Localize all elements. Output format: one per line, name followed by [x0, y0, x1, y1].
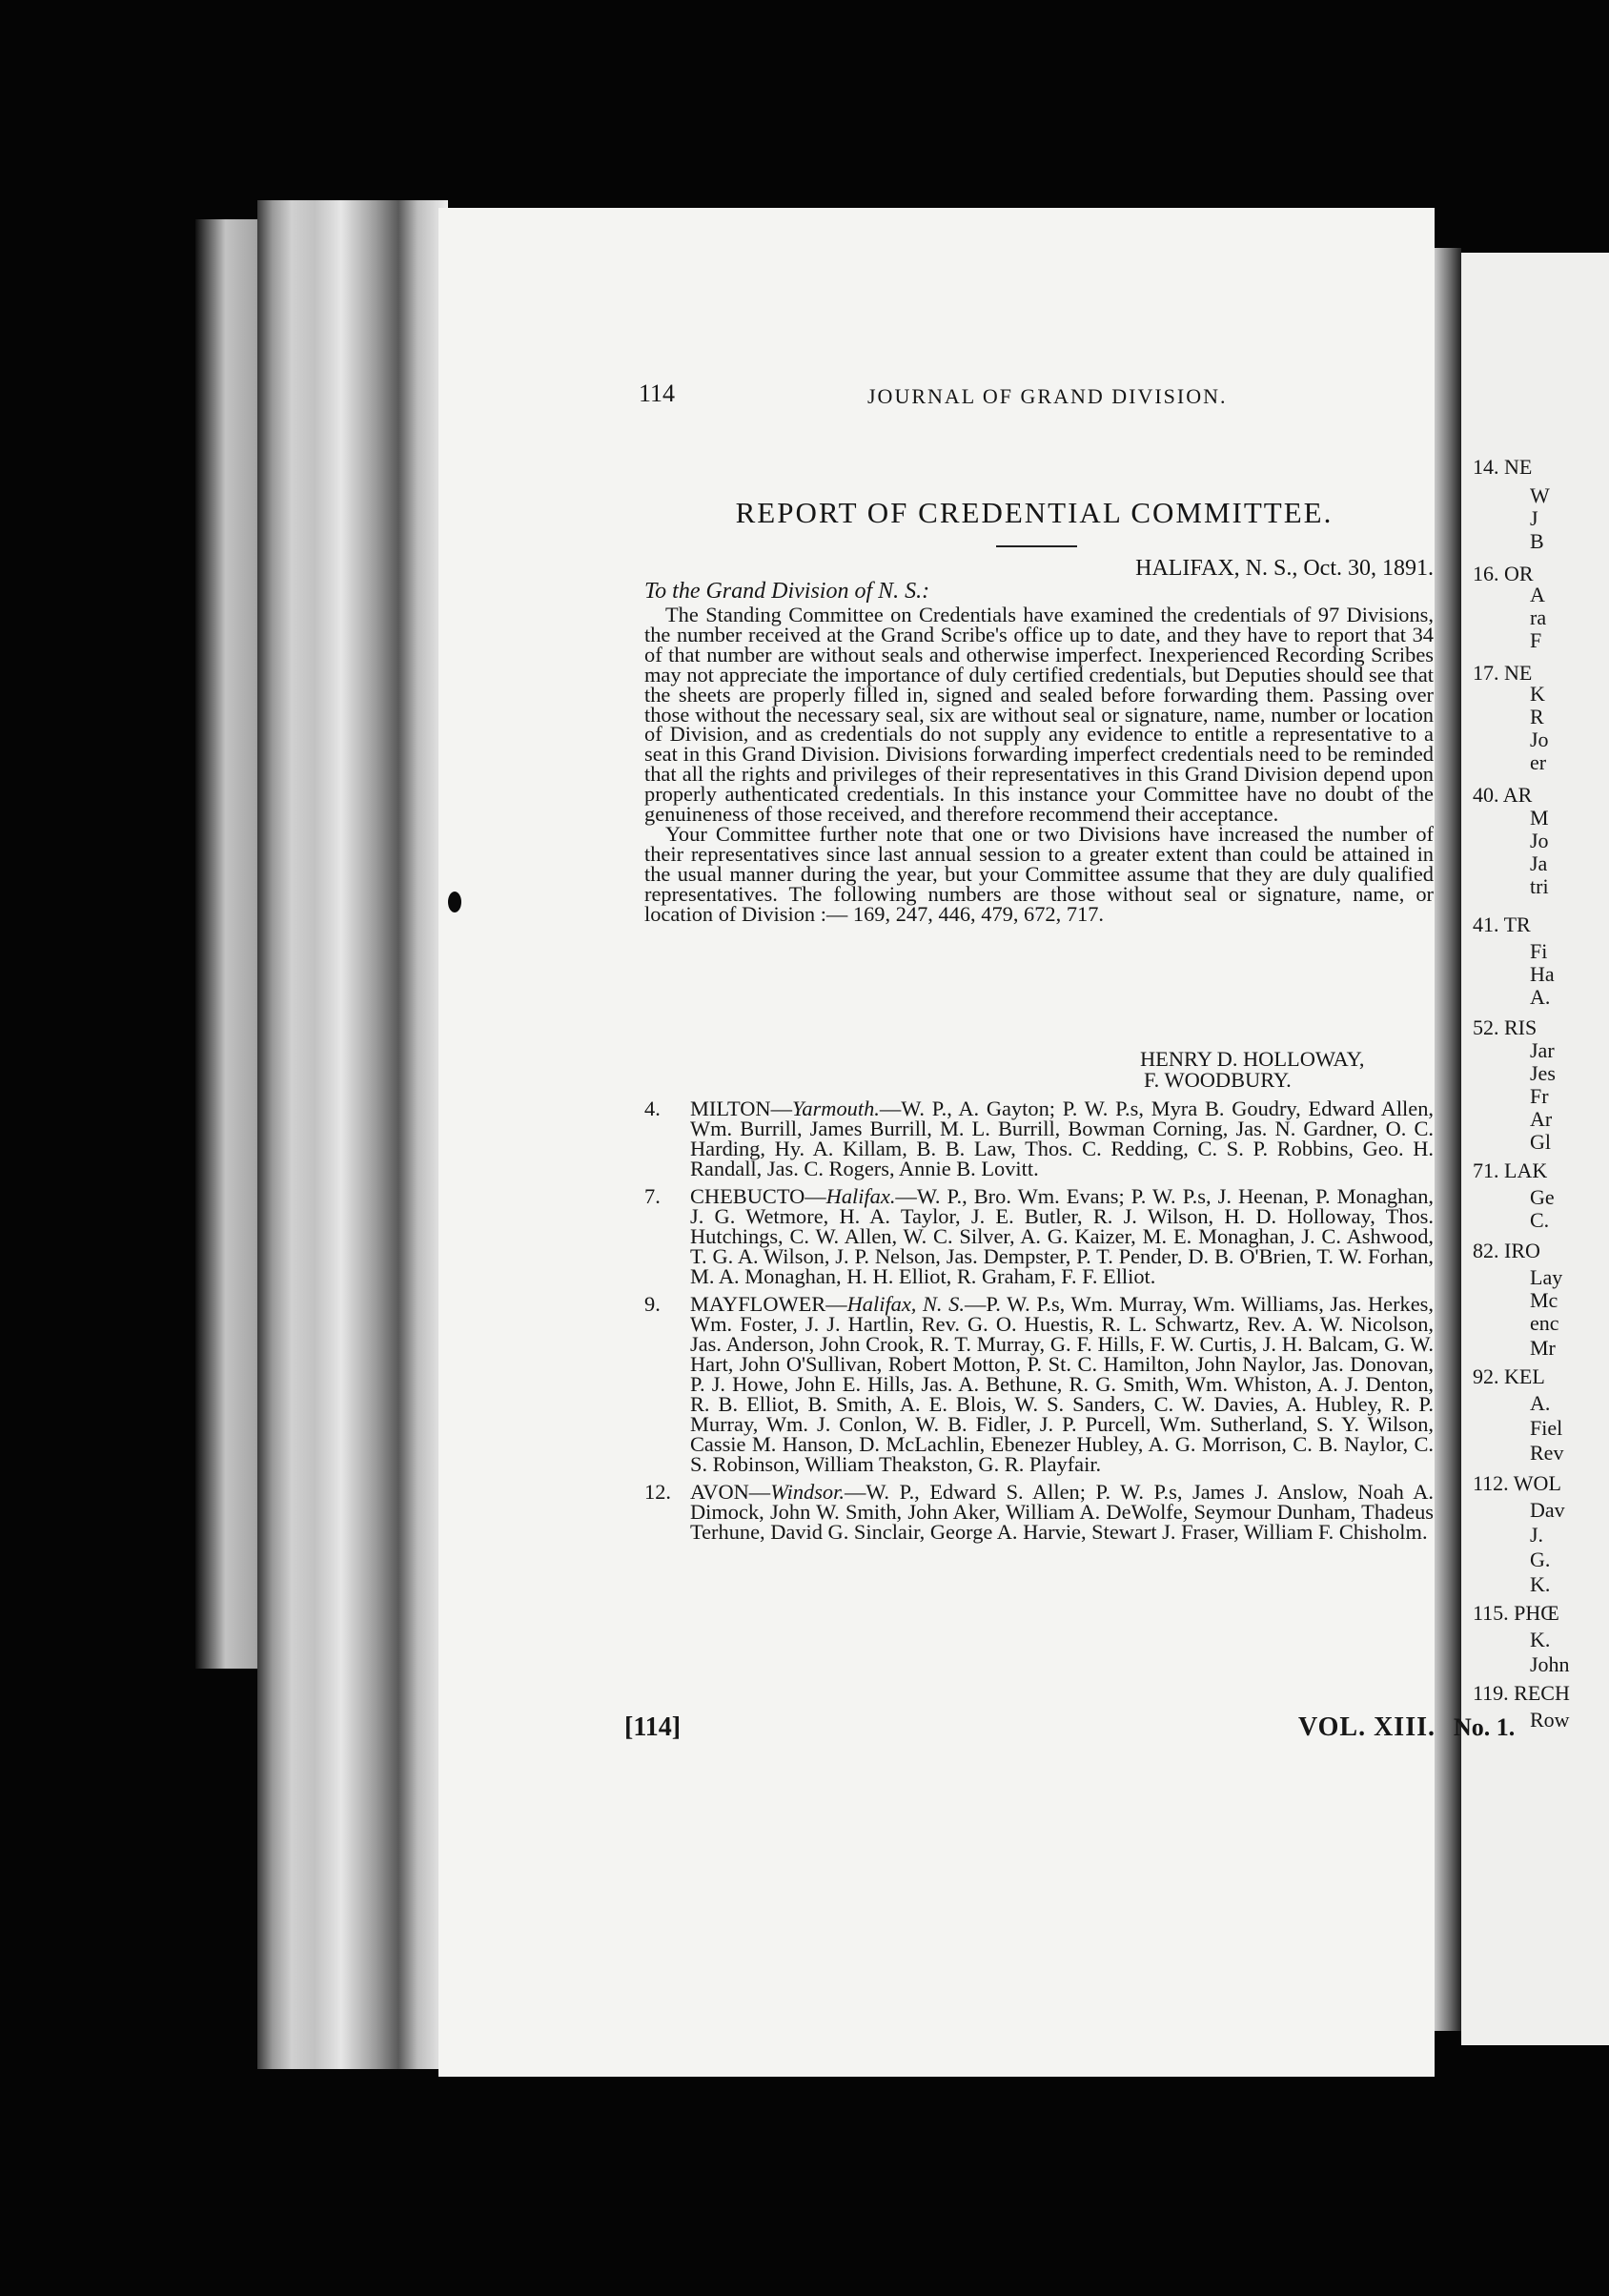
- facing-page-fragment: Rev: [1530, 1441, 1564, 1465]
- title-rule: [996, 545, 1077, 547]
- salutation: To the Grand Division of N. S.:: [644, 579, 930, 604]
- division-entry: [644, 1186, 1434, 1286]
- facing-page-fragment: Row: [1530, 1708, 1570, 1732]
- report-paragraph: The Standing Committee on Credentials have examined the credentials of 97 Divisions, the number received at the Grand Scribe's office up to date, and they have to report that 34 of that number are without seals and otherwise imperfect. Inexperienced Recording Scribes may not appreciate the importance of duly certified credentials, but Deputies should see that the sheets are properly filled in, signed and sealed before forwarding them. Passing over those without the necessary seal, six are without seal or signature, name, number or location of Division, and as credentials do not supply any evidence to entitle a representative to a seat in this Grand Division. Divisions forwarding imperfect credentials need to be reminded that all the rights and privileges of their representatives in this Grand Division depend upon properly authenticated credentials. In this instance your Committee have no doubt of the genuineness of those received, and therefore recommend their acceptance.: [644, 603, 1434, 827]
- signer: F. WOODBURY.: [1144, 1068, 1292, 1092]
- report-title: REPORT OF CREDENTIAL COMMITTEE.: [735, 496, 1334, 529]
- running-title: JOURNAL OF GRAND DIVISION.: [867, 384, 1228, 408]
- facing-page-fragment: Ar: [1530, 1107, 1553, 1131]
- facing-page-fragment: 82. IRO: [1473, 1239, 1540, 1262]
- facing-page-fragment: J: [1530, 506, 1538, 530]
- division-name: AVON—: [690, 1480, 771, 1504]
- dateline: HALIFAX, N. S., Oct. 30, 1891.: [1135, 556, 1434, 581]
- footer-page-ref: [114]: [624, 1712, 682, 1742]
- facing-page-fragment: M: [1530, 806, 1549, 830]
- facing-page-fragment: K: [1530, 682, 1545, 706]
- facing-page-fragment: Gl: [1530, 1130, 1551, 1154]
- facing-page-fragment: No. 1.: [1454, 1713, 1516, 1741]
- division-entries: [644, 1098, 1434, 1549]
- facing-page-fragment: Fiel: [1530, 1416, 1563, 1440]
- facing-page-fragment: Mc: [1530, 1288, 1558, 1312]
- division-entry: [644, 1294, 1434, 1474]
- facing-page-fragment: tri: [1530, 874, 1549, 898]
- facing-page-fragment: 92. KEL: [1473, 1364, 1545, 1388]
- division-entry: [644, 1098, 1434, 1179]
- division-number: 12.: [644, 1480, 671, 1504]
- facing-page-fragment: 17. NE: [1473, 661, 1533, 685]
- report-paragraph: Your Committee further note that one or two Divisions have increased the number of their representatives since last annual session to a greater extent than could be attained in the usual manner during the year, but your Committee assume that they are duly qualified representatives. The following numbers are those without seal or signature, name, or location of Division :— 169, 247, 446, 479, 672, 717.: [644, 821, 1434, 926]
- facing-page-fragment: ra: [1530, 605, 1547, 629]
- facing-page-fragment: 14. NE: [1473, 455, 1533, 479]
- facing-page-fragment: enc: [1530, 1311, 1559, 1335]
- signatories: [1140, 1049, 1365, 1091]
- facing-page-fragment: K.: [1530, 1628, 1551, 1651]
- facing-page-fragment: A: [1530, 583, 1545, 606]
- facing-page-fragment: Jar: [1530, 1038, 1555, 1062]
- facing-page-fragment: W: [1530, 483, 1550, 507]
- facing-page-fragment: B: [1530, 529, 1544, 553]
- division-number: 9.: [644, 1292, 661, 1316]
- facing-page-fragment: A.: [1530, 985, 1551, 1009]
- division-name: MILTON—: [690, 1097, 792, 1120]
- division-number: 7.: [644, 1184, 661, 1208]
- facing-page-fragment: er: [1530, 750, 1547, 774]
- facing-page-fragment: Ge: [1530, 1185, 1555, 1209]
- facing-page-fragment: 52. RIS: [1473, 1015, 1538, 1039]
- division-name: MAYFLOWER—: [690, 1292, 847, 1316]
- facing-page-fragment: A.: [1530, 1391, 1551, 1415]
- facing-page-fragment: J.: [1530, 1523, 1544, 1547]
- facing-page-fragment: Dav: [1530, 1498, 1565, 1522]
- facing-page-fragment: Lay: [1530, 1265, 1563, 1289]
- division-place: Yarmouth.: [792, 1097, 880, 1120]
- facing-page-fragment: 16. OR: [1473, 562, 1534, 585]
- facing-page-fragment: Jo: [1530, 728, 1549, 751]
- division-representatives: —W. P., Edward S. Allen; P. W. P.s, James J. Anslow, Noah A. Dimock, John W. Smith, John Aker, William A. DeWolfe, Seymour Dunham, Thadeus Terhune, David G. Sinclair, George A. Harvie, Stewart J. Fraser, William F. Chisholm.: [690, 1480, 1434, 1544]
- facing-page-fragment: Mr: [1530, 1336, 1556, 1360]
- book-page-stack: [257, 200, 448, 2069]
- facing-page-fragment: K.: [1530, 1572, 1551, 1596]
- division-representatives: —P. W. P.s, Wm. Murray, Wm. Williams, Jas. Herkes, Wm. Foster, J. J. Hartlin, Rev. G. O. Huestis, R. L. Schwartz, Rev. A. W. Nicolson, Jas. Anderson, John Crook, R. T. Murray, G. F. Hills, F. W. Curtis, J. H. Balcam, G. W. Hart, John O'Sullivan, Robert Motton, P. St. C. Hamilton, John Naylor, Jas. Donovan, P. J. Howe, John E. Hills, Jas. A. Bethune, R. G. Smith, Wm. Whiston, A. J. Denton, R. B. Elliot, B. Smith, A. E. Blois, W. S. Sanders, C. W. Davies, A. Hubley, R. P. Murray, Wm. J. Conlon, W. B. Fidler, J. P. Purcell, Wm. Sutherland, S. Y. Wilson, Cassie M. Hanson, D. McLachlin, Ebenezer Hubley, A. G. Morrison, C. B. Naylor, C. S. Robinson, William Theakston, G. R. Playfair.: [690, 1292, 1434, 1476]
- book-gutter: [1435, 248, 1461, 2031]
- division-number: 4.: [644, 1097, 661, 1120]
- report-body: [644, 605, 1434, 925]
- facing-page-fragment: Ha: [1530, 962, 1555, 986]
- signer: HENRY D. HOLLOWAY,: [1140, 1047, 1365, 1071]
- facing-page-fragment: F: [1530, 628, 1542, 652]
- facing-page-fragment: C.: [1530, 1208, 1550, 1232]
- facing-page-fragment: 41. TR: [1473, 912, 1531, 936]
- facing-page-fragment: 115. PHŒ: [1473, 1601, 1559, 1625]
- division-place: Windsor.: [770, 1480, 845, 1504]
- division-place: Halifax.: [825, 1184, 896, 1208]
- division-representatives: —W. P., A. Gayton; P. W. P.s, Myra B. Goudry, Edward Allen, Wm. Burrill, James Burrill, M. L. Burrill, Bowman Corning, Jas. N. Gardner, O. C. Harding, Hy. A. Killam, B. B. Law, Thos. C. Redding, C. S. P. Robbins, Geo. H. Randall, Jas. C. Rogers, Annie B. Lovitt.: [690, 1097, 1434, 1180]
- facing-page-fragment: 119. RECH: [1473, 1681, 1570, 1705]
- facing-page-fragment: Ja: [1530, 851, 1548, 875]
- division-place: Halifax, N. S.: [846, 1292, 965, 1316]
- facing-page-fragment: G.: [1530, 1548, 1551, 1571]
- page-number: 114: [639, 379, 676, 407]
- facing-page-fragment: 40. AR: [1473, 783, 1533, 807]
- facing-page-fragment: John: [1530, 1652, 1570, 1676]
- facing-page-fragment: Fi: [1530, 939, 1548, 963]
- division-name: CHEBUCTO—: [690, 1184, 826, 1208]
- facing-page-fragment: Jo: [1530, 829, 1549, 852]
- footer-volume: VOL. XIII.: [1297, 1712, 1436, 1742]
- facing-page-fragment: 71. LAK: [1473, 1158, 1548, 1182]
- ink-blot: [448, 892, 461, 912]
- facing-page-fragment: 112. WOL: [1473, 1471, 1561, 1495]
- division-representatives: —W. P., Bro. Wm. Evans; P. W. P.s, J. Heenan, P. Monaghan, J. G. Wetmore, H. A. Taylor, J. E. Butler, R. J. Wilson, H. D. Holloway, Thos. Hutchings, C. W. Allen, W. C. Silver, A. G. Kaizer, M. E. Monaghan, J. C. Ashwood, T. G. A. Wilson, J. P. Nelson, Jas. Dempster, P. T. Pender, D. B. O'Brien, T. W. Forhan, M. A. Monaghan, H. H. Elliot, R. Graham, F. F. Elliot.: [690, 1184, 1434, 1288]
- facing-page-fragment: R: [1530, 705, 1544, 728]
- division-entry: [644, 1482, 1434, 1542]
- facing-page-fragment: Jes: [1530, 1061, 1556, 1085]
- facing-page-fragment: Fr: [1530, 1084, 1549, 1108]
